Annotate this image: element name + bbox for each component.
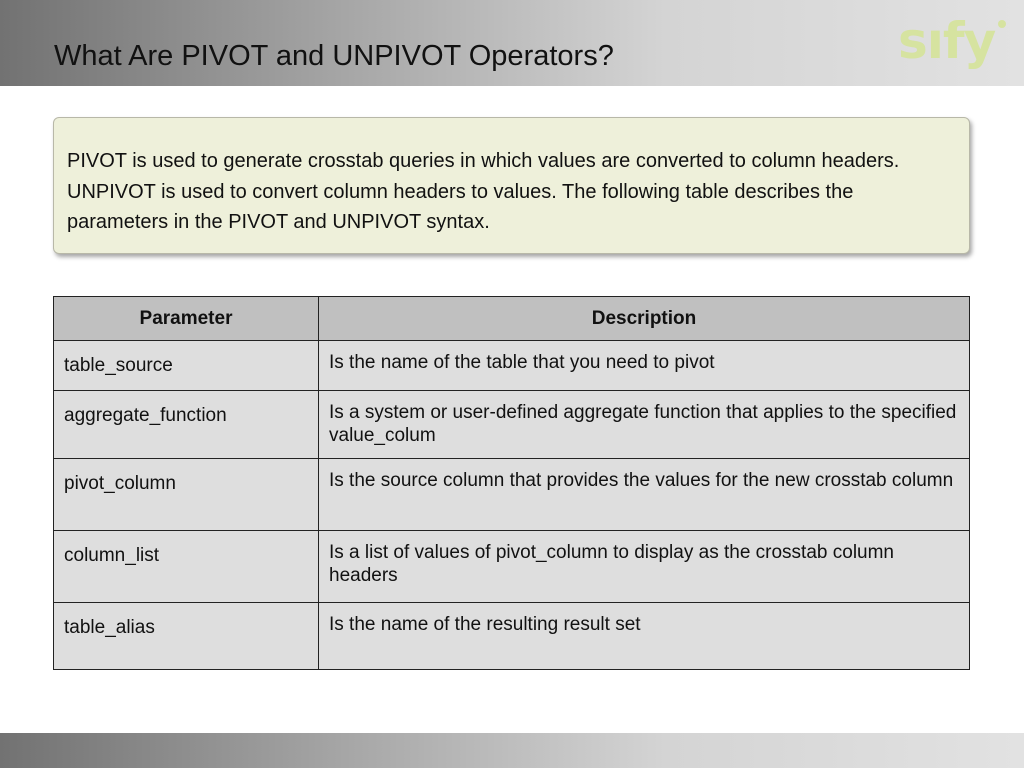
table-header-row bbox=[54, 297, 970, 341]
description-cell: Is a system or user-defined aggregate function that applies to the specified value_colum bbox=[319, 391, 970, 459]
table-row bbox=[54, 603, 970, 670]
header-description: Description bbox=[319, 297, 970, 341]
slide-header bbox=[0, 0, 1024, 86]
description-cell: Is the name of the resulting result set bbox=[319, 603, 970, 670]
parameters-table bbox=[53, 296, 970, 670]
parameter-cell: table_alias bbox=[54, 603, 319, 670]
intro-box: PIVOT is used to generate crosstab queries in which values are converted to column headers. UNPIVOT is used to convert column headers to values. The following table describes the parameters in the PIVOT and UNPIVOT syntax. bbox=[53, 117, 970, 254]
description-cell: Is the source column that provides the values for the new crosstab column bbox=[319, 459, 970, 531]
parameter-cell: pivot_column bbox=[54, 459, 319, 531]
description-cell: Is the name of the table that you need to pivot bbox=[319, 341, 970, 391]
table-row bbox=[54, 391, 970, 459]
table-row bbox=[54, 341, 970, 391]
header-parameter: Parameter bbox=[54, 297, 319, 341]
logo-dot bbox=[998, 20, 1006, 28]
slide-footer bbox=[0, 733, 1024, 768]
sify-logo: sıfy bbox=[898, 12, 996, 70]
description-cell: Is a list of values of pivot_column to display as the crosstab column headers bbox=[319, 531, 970, 603]
parameter-cell: table_source bbox=[54, 341, 319, 391]
parameter-cell: column_list bbox=[54, 531, 319, 603]
slide-title: What Are PIVOT and UNPIVOT Operators? bbox=[54, 40, 614, 72]
parameter-cell: aggregate_function bbox=[54, 391, 319, 459]
table-row bbox=[54, 459, 970, 531]
table-row bbox=[54, 531, 970, 603]
